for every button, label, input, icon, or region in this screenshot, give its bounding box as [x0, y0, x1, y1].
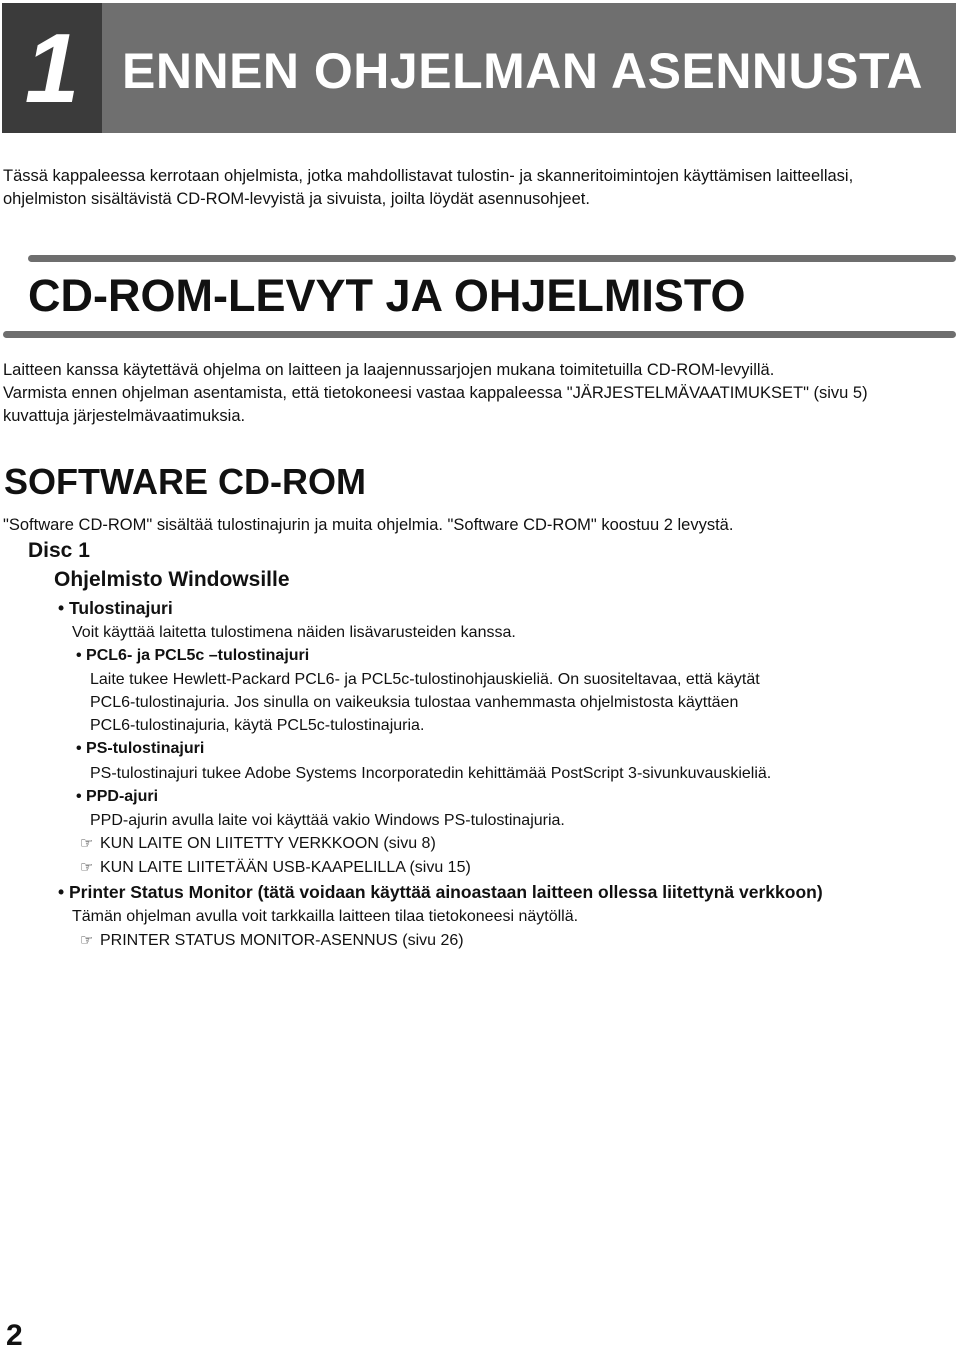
ps-driver-heading: • PS-tulostinajuri: [76, 740, 205, 757]
intro-line-1: Tässä kappaleessa kerrotaan ohjelmista, jotka mahdollistavat tulostin- ja skanneritoimintojen käyttämisen laitteellasi,: [3, 167, 854, 185]
section-title: CD-ROM-LEVYT JA OHJELMISTO: [28, 270, 746, 321]
ppd-driver-line: PPD-ajurin avulla laite voi käyttää vakio Windows PS-tulostinajuria.: [90, 812, 565, 829]
page-number: 2: [6, 1319, 23, 1352]
status-monitor-heading: • Printer Status Monitor (tätä voidaan käyttää ainoastaan laitteen ollessa liitettynä verkkoon): [58, 882, 823, 902]
section-rule-top: [28, 255, 956, 262]
pointing-hand-icon: ☞: [80, 932, 94, 949]
chapter-header: [2, 3, 956, 133]
ppd-driver-heading: • PPD-ajuri: [76, 788, 159, 805]
pointing-hand-icon: ☞: [80, 835, 94, 852]
pcl-line-3: PCL6-tulostinajuria, käytä PCL5c-tulostinajuria.: [90, 717, 425, 734]
software-cd-line: "Software CD-ROM" sisältää tulostinajurin ja muita ohjelmia. "Software CD-ROM" koostuu 2 levystä.: [3, 516, 734, 534]
pcl-line-2: PCL6-tulostinajuria. Jos sinulla on vaikeuksia tulostaa vanhemmasta ohjelmistosta käyttäen: [90, 694, 739, 711]
platform-title: Ohjelmisto Windowsille: [54, 568, 290, 591]
pointing-hand-icon: ☞: [80, 859, 94, 876]
section-line-3: kuvattuja järjestelmävaatimuksia.: [3, 407, 246, 425]
ps-driver-line: PS-tulostinajuri tukee Adobe Systems Incorporatedin kehittämää PostScript 3-sivunkuvauskieliä.: [90, 765, 772, 782]
ref-status-monitor-install-label: PRINTER STATUS MONITOR-ASENNUS (sivu 26): [100, 932, 464, 949]
status-monitor-line: Tämän ohjelman avulla voit tarkkailla laitteen tilaa tietokoneesi näytöllä.: [72, 908, 579, 925]
chapter-title: ENNEN OHJELMAN ASENNUSTA: [122, 43, 923, 99]
ref-status-monitor-install[interactable]: [80, 929, 464, 952]
software-cd-title: SOFTWARE CD-ROM: [4, 461, 366, 502]
ref-network-install[interactable]: [80, 832, 436, 855]
ref-usb-install[interactable]: [80, 856, 471, 879]
section-line-2: Varmista ennen ohjelman asentamista, että tietokoneesi vastaa kappaleessa "JÄRJESTELMÄVAATIMUKSET" (sivu 5): [3, 384, 868, 402]
section-line-1: Laitteen kanssa käytettävä ohjelma on laitteen ja laajennussarjojen mukana toimitetuilla CD-ROM-levyillä.: [3, 361, 775, 379]
section-rule-bottom: [3, 331, 956, 338]
intro-line-2: ohjelmiston sisältävistä CD-ROM-levyistä ja sivuista, joilta löydät asennusohjeet.: [3, 190, 590, 208]
disc-title: Disc 1: [28, 539, 90, 562]
ref-usb-install-label: KUN LAITE LIITETÄÄN USB-KAAPELILLA (sivu 15): [100, 859, 471, 876]
chapter-number-box: [2, 3, 102, 133]
ref-network-install-label: KUN LAITE ON LIITETTY VERKKOON (sivu 8): [100, 835, 436, 852]
printer-driver-heading: • Tulostinajuri: [58, 598, 173, 618]
printer-driver-description: Voit käyttää laitetta tulostimena näiden lisävarusteiden kanssa.: [72, 624, 516, 641]
pcl-line-1: Laite tukee Hewlett-Packard PCL6- ja PCL5c-tulostinohjauskieliä. On suositeltavaa, että käytät: [90, 671, 760, 688]
pcl-driver-heading: • PCL6- ja PCL5c –tulostinajuri: [76, 647, 310, 664]
chapter-number: 1: [24, 13, 80, 123]
